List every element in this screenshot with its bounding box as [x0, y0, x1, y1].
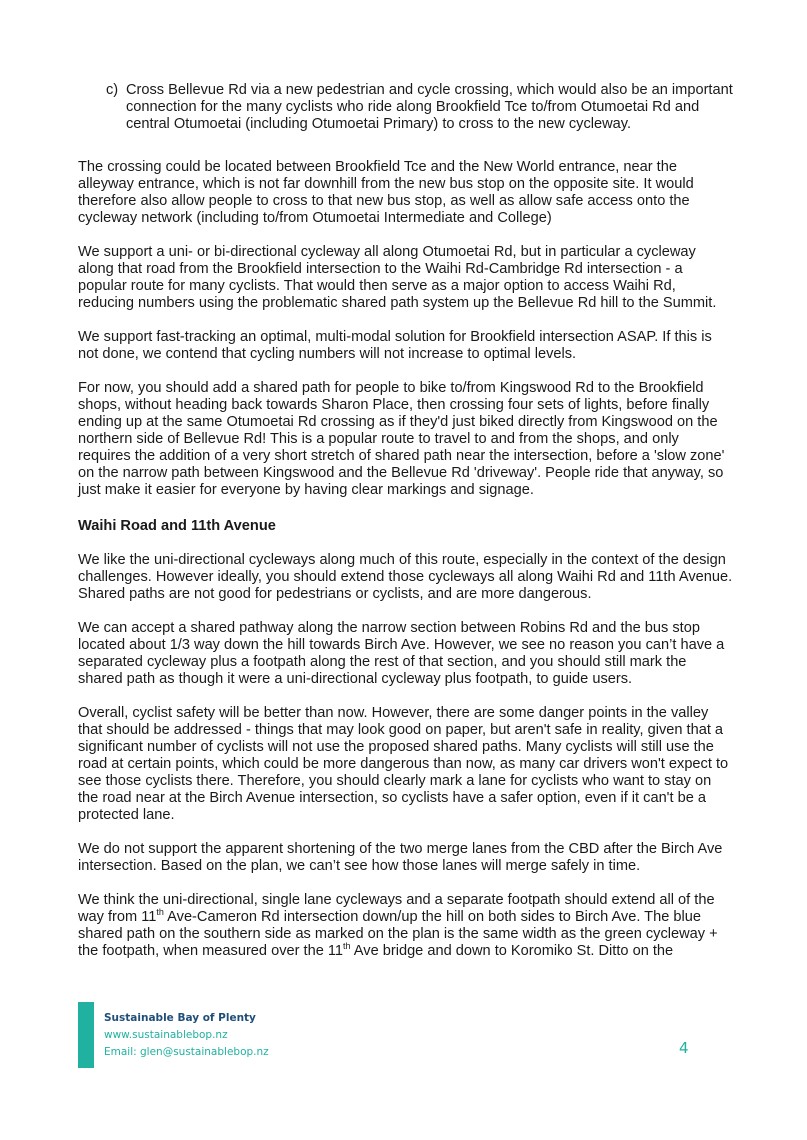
page-number: 4	[679, 1039, 689, 1057]
text-part: Ave bridge and down to Koromiko St. Ditto on the	[350, 943, 674, 959]
paragraph-shared-pathway: We can accept a shared pathway along the narrow section between Robins Rd and the bus stop located about 1/3 way down the hill towards Birch Ave. However, we see no reason you can’t have a separated cycleway plus a footpath along the rest of that section, and you should still mark the shared path as though it were a uni-directional cycleway plus footpath, to guide users.	[78, 620, 725, 687]
document-body	[78, 82, 733, 977]
footer	[104, 1010, 269, 1061]
superscript: th	[343, 941, 351, 952]
paragraph-otumoetai-cycleway: We support a uni- or bi-directional cycleway all along Otumoetai Rd, but in particular a cycleway along that road from the Brookfield intersection to the Waihi Rd-Cambridge Rd intersection - a popular route for many cyclists. That would then serve as a major option to access Waihi Rd, reducing numbers using the problematic shared path system up the Bellevue Rd hill to the Summit.	[78, 244, 717, 311]
list-marker: c)	[106, 82, 119, 98]
list-item-c	[78, 82, 733, 133]
paragraph-kingswood-shared-path: For now, you should add a shared path for people to bike to/from Kingswood Rd to the Brookfield shops, without heading back towards Sharon Place, then crossing four sets of lights, before finally ending up at the same Otumoetai Rd crossing as if they'd just biked directly from Kingswood on the northern side of Bellevue Rd! This is a popular route to travel to and from the shops, and only requires the addition of a very short stretch of shared path near the intersection, before a 'slow zone' on the narrow path between Kingswood and the Bellevue Rd 'driveway'. People ride that anyway, so just make it easier for everyone by having clear markings and signage.	[78, 380, 725, 498]
paragraph-merge-lanes: We do not support the apparent shortening of the two merge lanes from the CBD after the Birch Ave intersection. Based on the plan, we can’t see how those lanes will merge safely in time.	[78, 841, 723, 874]
text-part: Ave-Cameron Rd intersection down/up the hill on both sides to Birch Ave. The blue shared path on the southern side as marked on the plan is the same width as the green cycleway + the footpath, when measured over the 11	[78, 909, 718, 959]
text-part: We think the uni-directional, single lane cycleways and a separate footpath should extend all of the way from 11	[78, 892, 715, 925]
footer-website-link[interactable]: www.sustainablebop.nz	[104, 1029, 228, 1041]
superscript: th	[156, 907, 164, 918]
footer-accent-bar	[78, 1002, 94, 1068]
section-heading: Waihi Road and 11th Avenue	[78, 518, 276, 534]
footer-email-link[interactable]: Email: glen@sustainablebop.nz	[104, 1046, 269, 1058]
paragraph-single-lane-cycleways	[78, 892, 733, 960]
list-item-text: Cross Bellevue Rd via a new pedestrian and cycle crossing, which would also be an important connection for the many cyclists who ride along Brookfield Tce to/from Otumoetai Rd and central Otumoetai (including Otumoetai Primary) to cross to the new cycleway.	[126, 82, 733, 132]
footer-org-name: Sustainable Bay of Plenty	[104, 1012, 256, 1024]
paragraph-crossing-location: The crossing could be located between Brookfield Tce and the New World entrance, near the alleyway entrance, which is not far downhill from the new bus stop on the opposite site. It would therefore also allow people to cross to that new bus stop, as well as allow safe access onto the cycleway network (including to/from Otumoetai Intermediate and College)	[78, 159, 694, 226]
paragraph-uni-directional: We like the uni-directional cycleways along much of this route, especially in the context of the design challenges. However ideally, you should extend those cycleways all along Waihi Rd and 11th Avenue. Shared paths are not good for pedestrians or cyclists, and are more dangerous.	[78, 552, 733, 602]
paragraph-brookfield-intersection: We support fast-tracking an optimal, multi-modal solution for Brookfield intersection ASAP. If this is not done, we contend that cycling numbers will not increase to optimal levels.	[78, 329, 712, 362]
paragraph-cyclist-safety: Overall, cyclist safety will be better than now. However, there are some danger points in the valley that should be addressed - things that may look good on paper, but aren't safe in reality, given that a significant number of cyclists will not use the proposed shared paths. Many cyclists will still use the road at certain points, which could be more dangerous than now, as many car drivers won't expect to see those cyclists there. Therefore, you should clearly mark a lane for cyclists who want to stay on the road near at the Birch Avenue intersection, so cyclists have a safer option, even if it can't be a protected lane.	[78, 705, 729, 823]
